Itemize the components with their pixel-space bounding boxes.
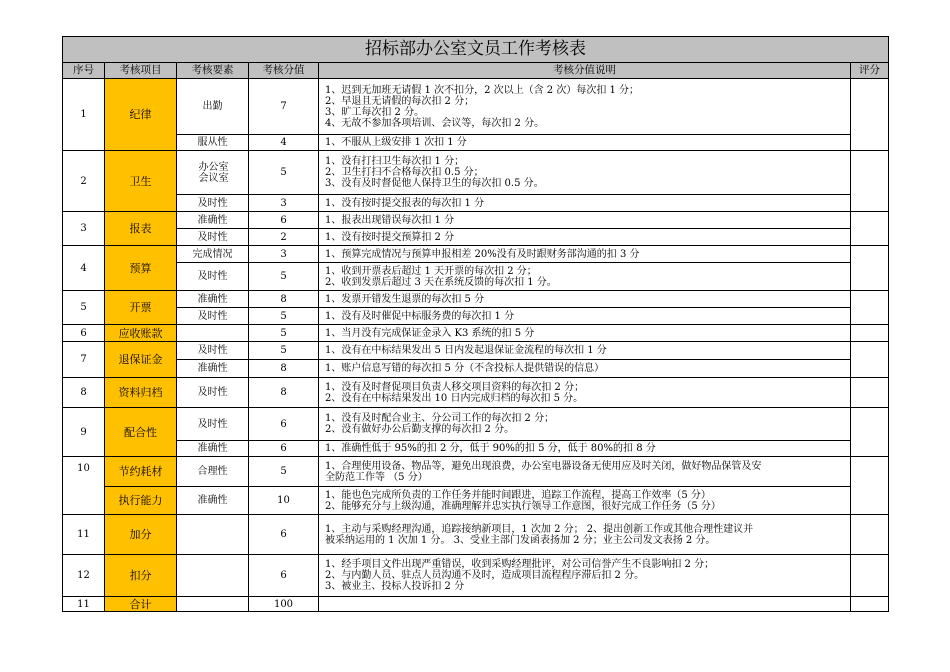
row-factor: 准确性 — [177, 212, 249, 229]
row-no: 4 — [63, 246, 105, 291]
table-row — [63, 515, 889, 555]
row-no: 9 — [63, 408, 105, 457]
row-desc: 1、经手项目文件出现严重错误，收到采购经理批评，对公司信誉产生不良影响扣 2 分； 2、与内勤人员、驻点人员沟通不及时，造成项目流程程序滞后扣 2 分。 3、被业主、投标人投诉扣 2 分 — [319, 555, 851, 597]
row-score: 6 — [249, 212, 319, 229]
table-row — [63, 308, 889, 325]
row-desc: 1、收到开票表后超过 1 天开票的每次扣 2 分； 2、收到发票后超过 3 天在系统反馈的每次扣 1 分。 — [319, 263, 851, 291]
row-rating[interactable] — [851, 555, 889, 597]
row-item: 开票 — [105, 291, 177, 325]
row-desc: 1、准确性低于 95%的扣 2 分，低于 90%的扣 5 分，低于 80%的扣 8 分 — [319, 441, 851, 457]
row-item: 执行能力 — [105, 487, 177, 515]
row-desc: 1、账户信息写错的每次扣 5 分（不含投标人提供错误的信息） — [319, 360, 851, 378]
row-factor: 及时性 — [177, 308, 249, 325]
row-score: 8 — [249, 291, 319, 308]
row-item: 预算 — [105, 246, 177, 291]
header-row — [63, 63, 889, 79]
row-factor: 服从性 — [177, 135, 249, 151]
header-rating: 评分 — [851, 63, 889, 79]
row-no: 3 — [63, 212, 105, 246]
row-no: 6 — [63, 325, 105, 342]
page-title: 招标部办公室文员工作考核表 — [63, 37, 889, 63]
assessment-table — [62, 36, 889, 612]
row-item: 纪律 — [105, 79, 177, 151]
row-rating[interactable] — [851, 79, 889, 151]
table-row — [63, 325, 889, 342]
row-factor — [177, 597, 249, 612]
table-row — [63, 195, 889, 212]
row-factor: 办公室 会议室 — [177, 151, 249, 195]
header-item: 考核项目 — [105, 63, 177, 79]
row-desc: 1、当月没有完成保证金录入 K3 系统的扣 5 分 — [319, 325, 851, 342]
row-score: 2 — [249, 229, 319, 246]
table-row — [63, 151, 889, 195]
total-label: 合计 — [105, 597, 177, 612]
row-score: 6 — [249, 515, 319, 555]
row-score: 6 — [249, 408, 319, 441]
row-item: 应收账款 — [105, 325, 177, 342]
table-row — [63, 360, 889, 378]
row-no: 11 — [63, 515, 105, 555]
row-desc: 1、发票开错发生退票的每次扣 5 分 — [319, 291, 851, 308]
row-factor: 准确性 — [177, 441, 249, 457]
row-score: 5 — [249, 342, 319, 360]
row-item: 加分 — [105, 515, 177, 555]
title-row — [63, 37, 889, 63]
table-row — [63, 555, 889, 597]
row-desc: 1、预算完成情况与预算申报相差 20%没有及时跟财务部沟通的扣 3 分 — [319, 246, 851, 263]
row-no: 2 — [63, 151, 105, 212]
header-factor: 考核要素 — [177, 63, 249, 79]
row-no: 1 — [63, 79, 105, 151]
row-no: 12 — [63, 555, 105, 597]
row-score: 5 — [249, 263, 319, 291]
row-desc: 1、报表出现错误每次扣 1 分 — [319, 212, 851, 229]
row-score: 5 — [249, 457, 319, 487]
table-row — [63, 342, 889, 360]
total-row — [63, 597, 889, 612]
row-rating[interactable] — [851, 342, 889, 378]
row-factor: 完成情况 — [177, 246, 249, 263]
table-row — [63, 457, 889, 487]
table-row — [63, 263, 889, 291]
row-item: 配合性 — [105, 408, 177, 457]
row-desc: 1、没有及时督促项目负责人移交项目资料的每次扣 2 分； 2、没有在中标结果发出 10 日内完成归档的每次扣 5 分。 — [319, 378, 851, 408]
row-rating[interactable] — [851, 408, 889, 457]
row-score: 5 — [249, 325, 319, 342]
row-factor — [177, 555, 249, 597]
table-row — [63, 441, 889, 457]
header-desc: 考核分值说明 — [319, 63, 851, 79]
total-score: 100 — [249, 597, 319, 612]
row-rating[interactable] — [851, 151, 889, 212]
row-rating[interactable] — [851, 325, 889, 342]
row-rating[interactable] — [851, 212, 889, 246]
row-factor: 准确性 — [177, 487, 249, 515]
row-factor: 及时性 — [177, 195, 249, 212]
row-desc: 1、没有在中标结果发出 5 日内发起退保证金流程的每次扣 1 分 — [319, 342, 851, 360]
row-rating[interactable] — [851, 378, 889, 408]
row-factor: 合理性 — [177, 457, 249, 487]
table-row — [63, 229, 889, 246]
row-factor: 及时性 — [177, 229, 249, 246]
row-factor: 出勤 — [177, 79, 249, 135]
table-row — [63, 291, 889, 308]
row-factor: 及时性 — [177, 408, 249, 441]
row-score: 8 — [249, 360, 319, 378]
row-rating[interactable] — [851, 291, 889, 325]
row-item: 节约耗材 — [105, 457, 177, 487]
row-no: 10 — [63, 457, 105, 515]
row-desc: 1、能也色完成所负责的工作任务并能时间跟进，追踪工作流程，提高工作效率（5 分） 2、能够充分与上级沟通，准确理解并忠实执行领导工作意图，很好完成工作任务（5 分） — [319, 487, 851, 515]
row-factor — [177, 325, 249, 342]
row-factor — [177, 515, 249, 555]
table-row — [63, 487, 889, 515]
row-rating[interactable] — [851, 515, 889, 555]
row-desc: 1、迟到无加班无请假 1 次不扣分，2 次以上（含 2 次）每次扣 1 分； 2、早退且无请假的每次扣 2 分； 3、旷工每次扣 2 分。 4、无故不参加各项培训、会议等，每次扣 2 分。 — [319, 79, 851, 135]
row-score: 5 — [249, 308, 319, 325]
row-score: 5 — [249, 151, 319, 195]
row-score: 3 — [249, 246, 319, 263]
row-score: 3 — [249, 195, 319, 212]
row-desc: 1、没有按时提交预算扣 2 分 — [319, 229, 851, 246]
row-factor: 准确性 — [177, 360, 249, 378]
row-score: 8 — [249, 378, 319, 408]
row-item: 资料归档 — [105, 378, 177, 408]
header-score: 考核分值 — [249, 63, 319, 79]
row-desc: 1、主动与采购经理沟通，追踪接纳新项目，1 次加 2 分； 2、提出创新工作或其他合理性建议并 被采纳运用的 1 次加 1 分。 3、受业主部门发函表扬加 2 分；业主公司发文表扬 2 分。 — [319, 515, 851, 555]
row-rating[interactable] — [851, 246, 889, 291]
row-no: 8 — [63, 378, 105, 408]
row-score: 6 — [249, 441, 319, 457]
row-item: 扣分 — [105, 555, 177, 597]
table-row — [63, 135, 889, 151]
row-score: 10 — [249, 487, 319, 515]
table-row — [63, 79, 889, 135]
table-row — [63, 408, 889, 441]
row-factor: 及时性 — [177, 342, 249, 360]
row-factor: 准确性 — [177, 291, 249, 308]
row-rating[interactable] — [851, 457, 889, 515]
row-desc: 1、没有按时提交报表的每次扣 1 分 — [319, 195, 851, 212]
table-row — [63, 378, 889, 408]
row-score: 4 — [249, 135, 319, 151]
row-no: 11 — [63, 597, 105, 612]
table-row — [63, 246, 889, 263]
row-factor: 及时性 — [177, 263, 249, 291]
row-no: 7 — [63, 342, 105, 378]
row-desc — [319, 597, 851, 612]
row-desc: 1、没有及时催促中标服务费的每次扣 1 分 — [319, 308, 851, 325]
row-desc: 1、合理使用设备、物品等，避免出现浪费，办公室电器设备无使用应及时关闭，做好物品保管及安 全防范工作等 （5 分） — [319, 457, 851, 487]
row-desc: 1、没有打扫卫生每次扣 1 分； 2、卫生打扫不合格每次扣 0.5 分； 3、没有及时督促他人保持卫生的每次扣 0.5 分。 — [319, 151, 851, 195]
row-no: 5 — [63, 291, 105, 325]
row-item: 卫生 — [105, 151, 177, 212]
row-rating[interactable] — [851, 597, 889, 612]
table-row — [63, 212, 889, 229]
header-no: 序号 — [63, 63, 105, 79]
row-score: 7 — [249, 79, 319, 135]
row-desc: 1、没有及时配合业主、分公司工作的每次扣 2 分； 2、没有做好办公后勤支撑的每次扣 2 分。 — [319, 408, 851, 441]
row-factor: 及时性 — [177, 378, 249, 408]
row-item: 报表 — [105, 212, 177, 246]
row-item: 退保证金 — [105, 342, 177, 378]
row-desc: 1、不服从上级安排 1 次扣 1 分 — [319, 135, 851, 151]
row-score: 6 — [249, 555, 319, 597]
